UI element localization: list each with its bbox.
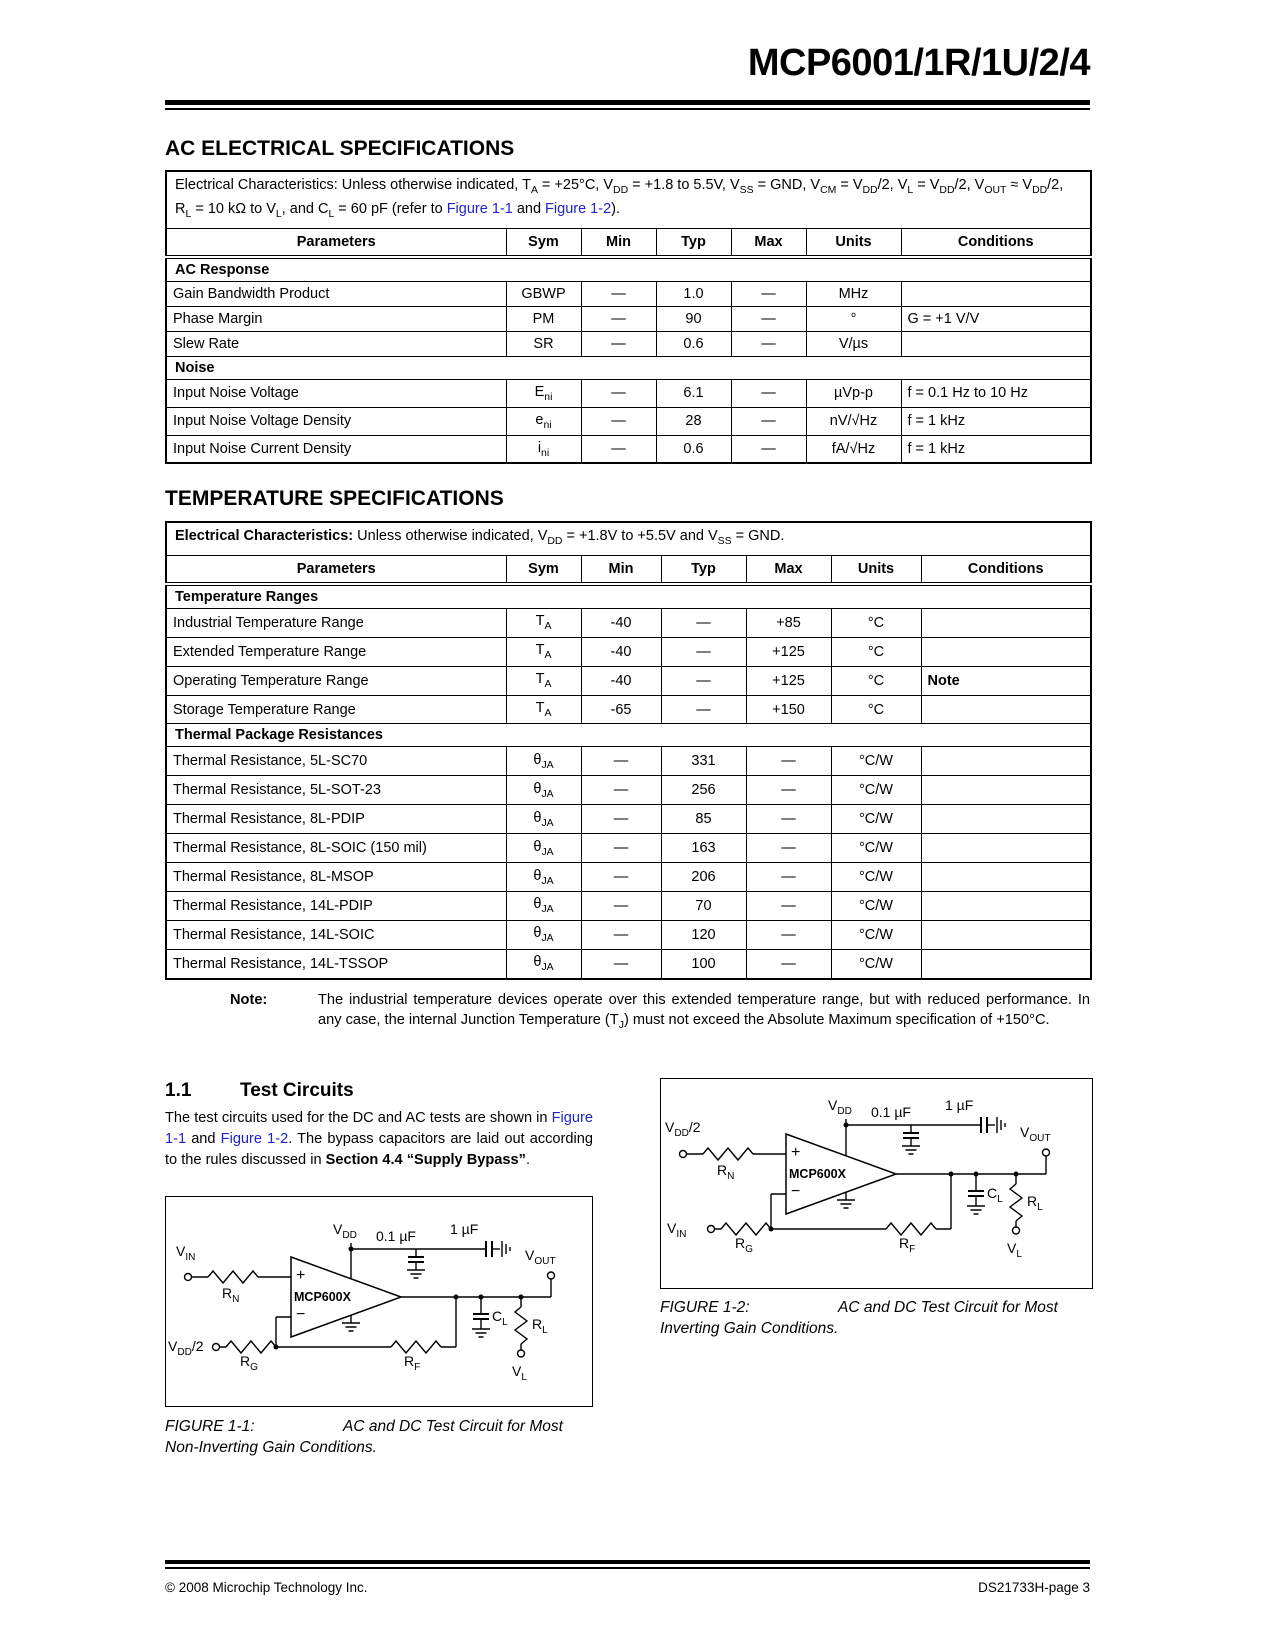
table-cell: 70 bbox=[661, 891, 746, 920]
column-header: Max bbox=[731, 228, 806, 257]
table-cell bbox=[921, 695, 1091, 724]
table-cell: $\theta_{JA}$ bbox=[506, 949, 581, 978]
table-cell: Input Noise Current Density bbox=[166, 435, 506, 463]
vout-terminal bbox=[548, 1272, 555, 1279]
table-cell: Slew Rate bbox=[166, 331, 506, 356]
table-cell bbox=[921, 863, 1091, 892]
figure-1-2-circuit bbox=[661, 1079, 1092, 1288]
table-cell: 0.6 bbox=[656, 435, 731, 463]
table-cell: — bbox=[746, 891, 831, 920]
table-cell: PM bbox=[506, 306, 581, 331]
table-cell: — bbox=[581, 776, 661, 805]
table-cell: °C bbox=[831, 695, 921, 724]
table-cell: MHz bbox=[806, 281, 901, 306]
table-cell: — bbox=[731, 379, 806, 407]
table-cell bbox=[921, 637, 1091, 666]
table-cell: Operating Temperature Range bbox=[166, 666, 506, 695]
table-cell: °C/W bbox=[831, 776, 921, 805]
table-cell: $\theta_{JA}$ bbox=[506, 920, 581, 949]
table-cell: +85 bbox=[746, 608, 831, 637]
resistor-rl bbox=[1010, 1184, 1022, 1221]
table-row bbox=[166, 666, 1091, 695]
table-cell: 120 bbox=[661, 920, 746, 949]
column-header: Min bbox=[581, 555, 661, 584]
note-label: Note: bbox=[230, 992, 268, 1008]
footer-rule bbox=[165, 1560, 1090, 1569]
table-cell: °C/W bbox=[831, 805, 921, 834]
table-row bbox=[166, 891, 1091, 920]
vin-terminal bbox=[708, 1226, 715, 1233]
temp-table-head bbox=[166, 522, 1091, 584]
table-cell: SR bbox=[506, 331, 581, 356]
table-cell: — bbox=[731, 306, 806, 331]
table-cell: — bbox=[731, 281, 806, 306]
table-cell: $\theta_{JA}$ bbox=[506, 834, 581, 863]
table-cell: — bbox=[581, 281, 656, 306]
rn-label: $R_N$ bbox=[717, 1162, 735, 1182]
table-cell: — bbox=[581, 949, 661, 978]
figure-caption-text: AC and DC Test Circuit for Most Non-Inverting Gain Conditions. bbox=[165, 1418, 563, 1456]
capacitor-01uf bbox=[903, 1133, 919, 1138]
cl-label: $C_L$ bbox=[987, 1185, 1003, 1205]
table-cell: °C/W bbox=[831, 920, 921, 949]
page-title: MCP6001/1R/1U/2/4 bbox=[747, 42, 1090, 84]
table-cell: — bbox=[746, 805, 831, 834]
figure-1-1-link[interactable]: Figure 1-1 bbox=[165, 1110, 593, 1147]
table-row bbox=[166, 834, 1091, 863]
opamp-part-label: MCP600X bbox=[789, 1167, 846, 1181]
table-cell: °C/W bbox=[831, 863, 921, 892]
table-cell: °C/W bbox=[831, 834, 921, 863]
resistor-rl bbox=[515, 1307, 527, 1344]
table-cell: Industrial Temperature Range bbox=[166, 608, 506, 637]
table-cell: V/µs bbox=[806, 331, 901, 356]
figure-1-1 bbox=[165, 1196, 593, 1407]
table-cell: — bbox=[746, 920, 831, 949]
table-cell: °C bbox=[831, 666, 921, 695]
resistor-rf bbox=[391, 1341, 441, 1353]
table-cell: — bbox=[581, 435, 656, 463]
section-title: Test Circuits bbox=[240, 1080, 354, 1101]
table-cell bbox=[921, 608, 1091, 637]
vdd-label: $V_{DD}$ bbox=[828, 1097, 852, 1117]
table-cell bbox=[921, 834, 1091, 863]
table-cell bbox=[921, 891, 1091, 920]
capacitor-01uf bbox=[408, 1257, 424, 1262]
table-cell: — bbox=[581, 379, 656, 407]
ground-opamp bbox=[837, 1200, 855, 1208]
table-cell: — bbox=[581, 863, 661, 892]
rg-label: $R_G$ bbox=[735, 1235, 753, 1255]
header-rule bbox=[165, 100, 1090, 110]
table-cell: $T_A$ bbox=[506, 695, 581, 724]
table-cell: 100 bbox=[661, 949, 746, 978]
table-cell: $e_{ni}$ bbox=[506, 407, 581, 435]
table-cell: — bbox=[581, 920, 661, 949]
table-cell: — bbox=[581, 805, 661, 834]
table-cell: $T_A$ bbox=[506, 608, 581, 637]
table-cell: fA/√Hz bbox=[806, 435, 901, 463]
vdd-half-label: $V_{DD}/2$ bbox=[168, 1338, 204, 1358]
table-cell bbox=[921, 747, 1091, 776]
rf-label: $R_F$ bbox=[404, 1353, 421, 1373]
table-cell: $\theta_{JA}$ bbox=[506, 863, 581, 892]
opamp-part-label: MCP600X bbox=[294, 1290, 351, 1304]
table-cell bbox=[921, 776, 1091, 805]
table-cell: Note bbox=[921, 666, 1091, 695]
section-number: 1.1 bbox=[165, 1080, 192, 1101]
table-cell: $E_{ni}$ bbox=[506, 379, 581, 407]
temp-specs-table bbox=[165, 521, 1092, 980]
table-cell: Thermal Resistance, 14L-TSSOP bbox=[166, 949, 506, 978]
column-header-row bbox=[166, 228, 1091, 257]
figure-1-1-circuit bbox=[166, 1197, 592, 1406]
column-header: Units bbox=[806, 228, 901, 257]
vdd-half-label: $V_{DD}/2$ bbox=[665, 1119, 701, 1139]
vin-label: $V_{IN}$ bbox=[667, 1220, 687, 1240]
capacitor-cl bbox=[968, 1191, 984, 1196]
vout-label: $V_{OUT}$ bbox=[525, 1247, 556, 1267]
column-header: Typ bbox=[656, 228, 731, 257]
table-row bbox=[166, 747, 1091, 776]
table-cell: 90 bbox=[656, 306, 731, 331]
opamp-plus-input: + bbox=[296, 1267, 306, 1284]
opamp-minus-input: − bbox=[791, 1183, 801, 1200]
table-cell: — bbox=[746, 776, 831, 805]
capacitor-1uf bbox=[981, 1117, 987, 1133]
table-cell: 6.1 bbox=[656, 379, 731, 407]
column-header: Conditions bbox=[901, 228, 1091, 257]
table-cell: Input Noise Voltage bbox=[166, 379, 506, 407]
ac-table-head bbox=[166, 171, 1091, 257]
table-cell: — bbox=[746, 949, 831, 978]
vdd-label: $V_{DD}$ bbox=[333, 1221, 357, 1241]
section-label: AC Response bbox=[166, 257, 1091, 282]
table-cell: Extended Temperature Range bbox=[166, 637, 506, 666]
vout-terminal bbox=[1043, 1149, 1050, 1156]
table-cell: f = 1 kHz bbox=[901, 407, 1091, 435]
figure-1-1-caption bbox=[165, 1416, 565, 1458]
table-cell: 256 bbox=[661, 776, 746, 805]
table-cell: 0.6 bbox=[656, 331, 731, 356]
cap-1uf-label: 1 µF bbox=[450, 1221, 479, 1237]
table-cell: 85 bbox=[661, 805, 746, 834]
table-cell: GBWP bbox=[506, 281, 581, 306]
table-cell: — bbox=[661, 666, 746, 695]
resistor-rg bbox=[226, 1341, 276, 1353]
table-cell bbox=[921, 920, 1091, 949]
table-cell: — bbox=[581, 747, 661, 776]
table-cell: — bbox=[746, 747, 831, 776]
ground-bypass1 bbox=[902, 1146, 920, 1154]
capacitor-1uf bbox=[486, 1241, 492, 1257]
ground-bypass2 bbox=[997, 1117, 1005, 1133]
table-cell: $\theta_{JA}$ bbox=[506, 776, 581, 805]
ground-bypass1 bbox=[407, 1270, 425, 1278]
vdd-half-terminal bbox=[213, 1344, 220, 1351]
vl-label: $V_L$ bbox=[1007, 1240, 1022, 1260]
vl-terminal bbox=[1013, 1227, 1020, 1234]
vin-terminal bbox=[185, 1274, 192, 1281]
vin-label: $V_{IN}$ bbox=[176, 1243, 196, 1263]
vout-label: $V_{OUT}$ bbox=[1020, 1124, 1051, 1144]
resistor-rn bbox=[703, 1148, 753, 1160]
table-cell bbox=[901, 281, 1091, 306]
figure-1-2-link[interactable]: Figure 1-2 bbox=[220, 1131, 289, 1147]
resistor-rf bbox=[886, 1223, 936, 1235]
table-cell: Thermal Resistance, 5L-SC70 bbox=[166, 747, 506, 776]
table-cell: -65 bbox=[581, 695, 661, 724]
table-cell: $\theta_{JA}$ bbox=[506, 805, 581, 834]
table-cell: Input Noise Voltage Density bbox=[166, 407, 506, 435]
table-cell: — bbox=[581, 331, 656, 356]
footnote bbox=[230, 990, 1090, 1035]
table-cell bbox=[921, 805, 1091, 834]
figure-1-2 bbox=[660, 1078, 1093, 1289]
table-cell: -40 bbox=[581, 666, 661, 695]
column-header-row bbox=[166, 555, 1091, 584]
figure-caption-label: FIGURE 1-1: bbox=[165, 1418, 255, 1435]
table-cell: Gain Bandwidth Product bbox=[166, 281, 506, 306]
table-cell: f = 0.1 Hz to 10 Hz bbox=[901, 379, 1091, 407]
table-cell: +150 bbox=[746, 695, 831, 724]
table-cell: $\theta_{JA}$ bbox=[506, 891, 581, 920]
table-cell bbox=[921, 949, 1091, 978]
cap-01uf-label: 0.1 µF bbox=[376, 1228, 416, 1244]
table-cell: $i_{ni}$ bbox=[506, 435, 581, 463]
column-header: Parameters bbox=[166, 555, 506, 584]
table-row bbox=[166, 435, 1091, 463]
rf-label: $R_F$ bbox=[899, 1235, 916, 1255]
table-cell: f = 1 kHz bbox=[901, 435, 1091, 463]
table-cell: Thermal Resistance, 14L-PDIP bbox=[166, 891, 506, 920]
table-cell: Thermal Resistance, 5L-SOT-23 bbox=[166, 776, 506, 805]
ground-opamp bbox=[342, 1323, 360, 1331]
footer-copyright: © 2008 Microchip Technology Inc. bbox=[165, 1580, 368, 1595]
table-description-row bbox=[166, 171, 1091, 228]
table-cell: — bbox=[661, 695, 746, 724]
table-row bbox=[166, 306, 1091, 331]
table-cell: °C bbox=[831, 608, 921, 637]
cap-01uf-label: 0.1 µF bbox=[871, 1104, 911, 1120]
section-row bbox=[166, 724, 1091, 747]
table-cell: +125 bbox=[746, 666, 831, 695]
figure-caption-label: FIGURE 1-2: bbox=[660, 1299, 750, 1316]
table-cell: — bbox=[661, 608, 746, 637]
table-cell: — bbox=[731, 435, 806, 463]
column-header: Sym bbox=[506, 228, 581, 257]
figure-1-2-caption bbox=[660, 1297, 1060, 1339]
table-cell bbox=[901, 331, 1091, 356]
section-row bbox=[166, 356, 1091, 379]
table-row bbox=[166, 379, 1091, 407]
table-cell: 331 bbox=[661, 747, 746, 776]
table-cell: °C bbox=[831, 637, 921, 666]
vl-terminal bbox=[518, 1350, 525, 1357]
table-description-row bbox=[166, 522, 1091, 555]
rg-label: $R_G$ bbox=[240, 1353, 258, 1373]
table-row bbox=[166, 331, 1091, 356]
page-footer bbox=[165, 1580, 1090, 1595]
table-cell: $T_A$ bbox=[506, 637, 581, 666]
temp-specs-heading: TEMPERATURE SPECIFICATIONS bbox=[165, 487, 504, 510]
table-row bbox=[166, 776, 1091, 805]
table-row bbox=[166, 608, 1091, 637]
vl-label: $V_L$ bbox=[512, 1363, 527, 1383]
resistor-rg bbox=[721, 1223, 771, 1235]
table-cell: ° bbox=[806, 306, 901, 331]
table-description: Electrical Characteristics: Unless otherwise indicated, $T_A = +25^\circ C$, $V_{DD} = +1.8$ to 5.5V, $V_{SS}$ = GND, $V_{CM} = V_{DD}/2$, $V_L = V_{DD}/2$, $V_{OUT} \approx V_{DD}/2$, $R_L = 10$ kΩ to $V_L$, and $C_L = 60$ pF (refer to Figure 1-1 and Figure 1-2). bbox=[166, 171, 1091, 228]
table-cell: $T_A$ bbox=[506, 666, 581, 695]
column-header: Max bbox=[746, 555, 831, 584]
figure-caption-text: AC and DC Test Circuit for Most Inverting Gain Conditions. bbox=[660, 1299, 1058, 1337]
ac-specs-heading: AC ELECTRICAL SPECIFICATIONS bbox=[165, 137, 515, 160]
table-cell: +125 bbox=[746, 637, 831, 666]
table-row bbox=[166, 407, 1091, 435]
table-row bbox=[166, 863, 1091, 892]
table-cell: °C/W bbox=[831, 747, 921, 776]
table-cell: — bbox=[746, 863, 831, 892]
table-row bbox=[166, 281, 1091, 306]
table-cell: — bbox=[581, 834, 661, 863]
figure-1-1-link[interactable]: Figure 1-1 bbox=[446, 200, 513, 217]
table-cell: Thermal Resistance, 14L-SOIC bbox=[166, 920, 506, 949]
ground-bypass2 bbox=[502, 1241, 510, 1257]
note-text: The industrial temperature devices operate over this extended temperature range, but with reduced performance. In any case, the internal Junction Temperature $(T_J)$ must not exceed the Absolute Maximum specification of +150°C. bbox=[318, 992, 1090, 1031]
table-cell: Thermal Resistance, 8L-MSOP bbox=[166, 863, 506, 892]
table-cell: Thermal Resistance, 8L-PDIP bbox=[166, 805, 506, 834]
table-cell: 28 bbox=[656, 407, 731, 435]
rl-label: $R_L$ bbox=[1027, 1193, 1043, 1213]
cap-1uf-label: 1 µF bbox=[945, 1097, 974, 1113]
table-cell: — bbox=[731, 331, 806, 356]
table-cell: $\theta_{JA}$ bbox=[506, 747, 581, 776]
rl-label: $R_L$ bbox=[532, 1316, 548, 1336]
table-row bbox=[166, 637, 1091, 666]
column-header: Min bbox=[581, 228, 656, 257]
ac-table-body bbox=[166, 257, 1091, 464]
table-cell: °C/W bbox=[831, 949, 921, 978]
resistor-rn bbox=[208, 1271, 258, 1283]
table-cell: 163 bbox=[661, 834, 746, 863]
table-cell: -40 bbox=[581, 637, 661, 666]
table-row bbox=[166, 949, 1091, 978]
opamp-minus-input: − bbox=[296, 1306, 306, 1323]
table-row bbox=[166, 695, 1091, 724]
table-description: Electrical Characteristics: Unless otherwise indicated, $V_{DD} = +1.8V$ to +5.5V and $V_{SS}$ = GND. bbox=[166, 522, 1091, 555]
table-cell: 1.0 bbox=[656, 281, 731, 306]
table-cell: 206 bbox=[661, 863, 746, 892]
capacitor-cl bbox=[473, 1314, 489, 1319]
rn-label: $R_N$ bbox=[222, 1285, 240, 1305]
footer-doc-number: DS21733H-page 3 bbox=[978, 1580, 1090, 1595]
table-cell: — bbox=[731, 407, 806, 435]
table-cell: G = +1 V/V bbox=[901, 306, 1091, 331]
column-header: Typ bbox=[661, 555, 746, 584]
opamp-plus-input: + bbox=[791, 1144, 801, 1161]
vdd-half-terminal bbox=[680, 1151, 687, 1158]
section-1-1-heading bbox=[165, 1080, 354, 1102]
temp-table-body bbox=[166, 584, 1091, 979]
column-header: Parameters bbox=[166, 228, 506, 257]
figure-1-2-link[interactable]: Figure 1-2 bbox=[545, 200, 612, 217]
table-cell: — bbox=[581, 891, 661, 920]
section-label: Noise bbox=[166, 356, 1091, 379]
ground-cl bbox=[472, 1329, 490, 1337]
table-cell: µVp-p bbox=[806, 379, 901, 407]
table-row bbox=[166, 920, 1091, 949]
table-row bbox=[166, 805, 1091, 834]
section-row bbox=[166, 584, 1091, 609]
ac-specs-table bbox=[165, 170, 1092, 464]
section-row bbox=[166, 257, 1091, 282]
table-cell: °C/W bbox=[831, 891, 921, 920]
table-cell: — bbox=[661, 637, 746, 666]
column-header: Sym bbox=[506, 555, 581, 584]
test-circuits-paragraph: The test circuits used for the DC and AC tests are shown in Figure 1-1 and Figure 1-2. The bypass capacitors are laid out according to the rules discussed in Section 4.4 “Supply Bypass”. bbox=[165, 1110, 593, 1168]
table-cell: Storage Temperature Range bbox=[166, 695, 506, 724]
table-cell: — bbox=[746, 834, 831, 863]
table-cell: Phase Margin bbox=[166, 306, 506, 331]
table-cell: -40 bbox=[581, 608, 661, 637]
table-cell: — bbox=[581, 306, 656, 331]
table-cell: nV/√Hz bbox=[806, 407, 901, 435]
table-cell: Thermal Resistance, 8L-SOIC (150 mil) bbox=[166, 834, 506, 863]
cl-label: $C_L$ bbox=[492, 1308, 508, 1328]
column-header: Conditions bbox=[921, 555, 1091, 584]
section-label: Temperature Ranges bbox=[166, 584, 1091, 609]
ground-cl bbox=[967, 1206, 985, 1214]
section-label: Thermal Package Resistances bbox=[166, 724, 1091, 747]
column-header: Units bbox=[831, 555, 921, 584]
table-cell: — bbox=[581, 407, 656, 435]
